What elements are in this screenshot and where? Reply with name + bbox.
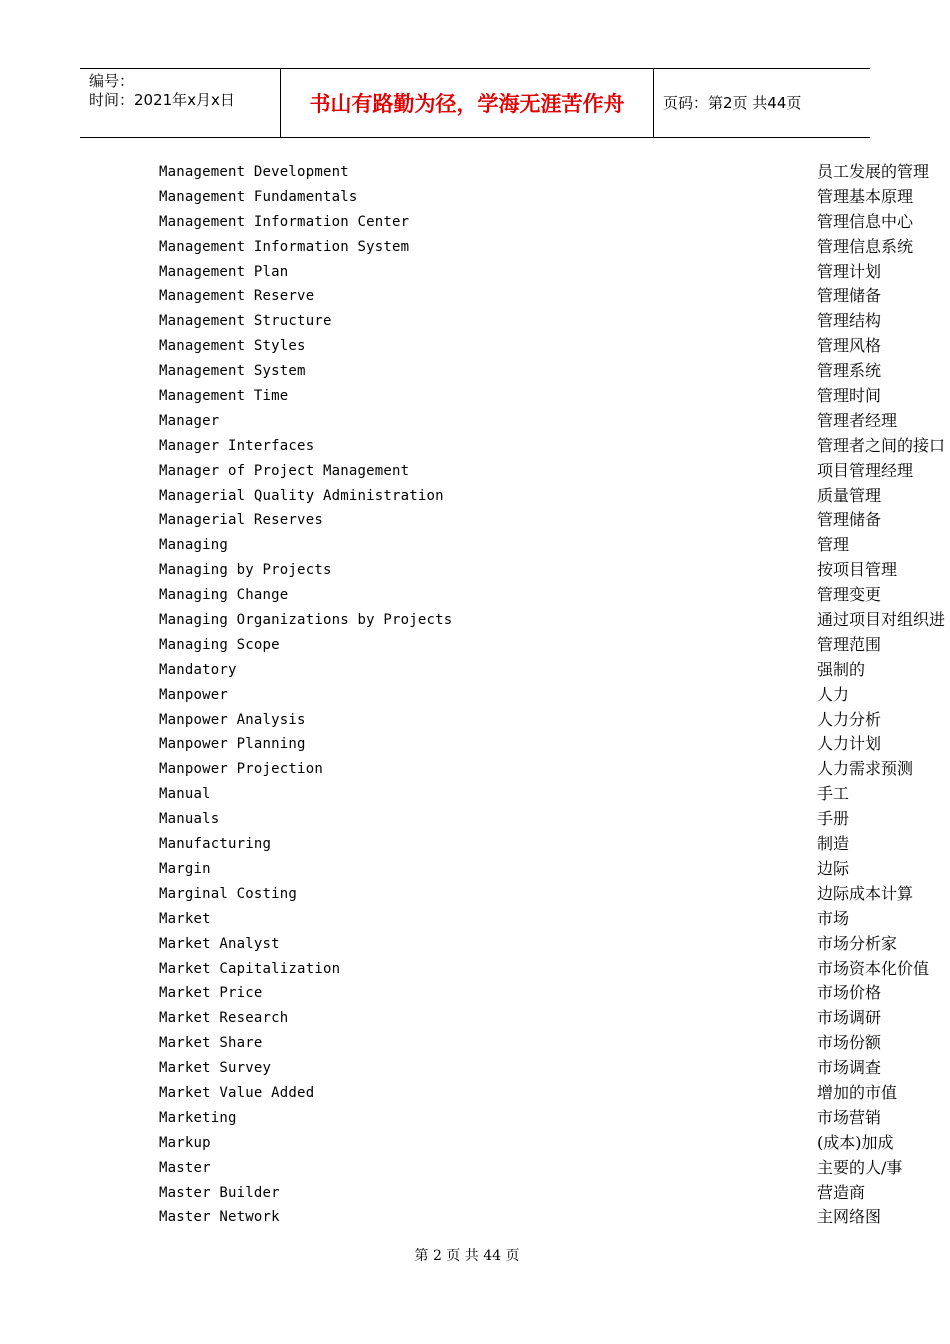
glossary-term-chinese: 市场调研 [817, 1008, 882, 1028]
glossary-entry [0, 1181, 950, 1206]
glossary-term-chinese: 管理时间 [817, 386, 882, 406]
glossary-term-chinese: 管理系统 [817, 361, 882, 381]
glossary-term-chinese: (成本)加成 [817, 1132, 894, 1152]
glossary-term-english: Management System [159, 363, 306, 380]
glossary-term-chinese: 管理储备 [817, 510, 882, 530]
glossary-term-english: Marginal Costing [159, 885, 298, 902]
glossary-term-english: Margin [159, 860, 211, 877]
glossary-entry [0, 1156, 950, 1181]
glossary-term-chinese: 增加的市值 [817, 1082, 898, 1102]
glossary-term-chinese: 边际成本计算 [817, 883, 914, 903]
glossary-entry [0, 807, 950, 832]
glossary-term-english: Manpower Analysis [159, 711, 306, 728]
glossary-entry [0, 1106, 950, 1131]
glossary-entry [0, 359, 950, 384]
header-meta-cell [80, 69, 281, 137]
glossary-entry [0, 284, 950, 309]
glossary-term-chinese: 通过项目对组织进 [817, 610, 946, 630]
glossary-entry [0, 459, 950, 484]
glossary-term-chinese: 管理 [817, 535, 850, 555]
glossary-term-english: Management Development [159, 164, 349, 180]
glossary-term-english: Manual [159, 786, 211, 803]
glossary-entry [0, 608, 950, 633]
glossary-entry [0, 1006, 950, 1031]
glossary-term-chinese: 市场营销 [817, 1107, 882, 1127]
glossary-entry [0, 508, 950, 533]
glossary-term-english: Market Value Added [159, 1084, 315, 1101]
glossary-term-chinese: 按项目管理 [817, 560, 898, 580]
glossary-term-chinese: 管理基本原理 [817, 186, 914, 206]
glossary-entry [0, 708, 950, 733]
glossary-term-chinese: 手工 [817, 784, 850, 804]
glossary-term-chinese: 制造 [817, 834, 850, 854]
glossary-term-english: Managing by Projects [159, 562, 332, 579]
glossary-entry [0, 334, 950, 359]
page-header [80, 68, 870, 138]
glossary-entry [0, 981, 950, 1006]
glossary-term-english: Managing Organizations by Projects [159, 612, 453, 629]
glossary-term-chinese: 管理者经理 [817, 410, 898, 430]
glossary-term-english: Management Information Center [159, 213, 410, 230]
glossary-term-chinese: 人力计划 [817, 734, 882, 754]
glossary-term-english: Manufacturing [159, 836, 272, 853]
glossary-term-chinese: 管理结构 [817, 311, 882, 331]
header-page-number: 页码：第2页 共44页 [663, 94, 802, 112]
glossary-entry [0, 757, 950, 782]
glossary-term-english: Manager [159, 412, 220, 429]
glossary-term-english: Manpower [159, 686, 229, 703]
glossary-term-english: Market Share [159, 1035, 263, 1052]
glossary-term-chinese: 质量管理 [817, 485, 882, 505]
document-number-label: 编号： [89, 72, 135, 90]
glossary-entry [0, 1081, 950, 1106]
glossary-term-chinese: 管理风格 [817, 336, 882, 356]
glossary-term-chinese: 营造商 [817, 1182, 866, 1202]
glossary-list [0, 160, 950, 1230]
footer-page-number: 第 2 页 共 44 页 [414, 1248, 520, 1264]
glossary-entry [0, 1131, 950, 1156]
glossary-term-chinese: 手册 [817, 809, 850, 829]
glossary-term-english: Managerial Quality Administration [159, 487, 444, 504]
glossary-entry [0, 185, 950, 210]
glossary-term-chinese: 管理储备 [817, 286, 882, 306]
glossary-term-english: Management Time [159, 388, 289, 405]
glossary-term-chinese: 市场份额 [817, 1033, 882, 1053]
glossary-entry [0, 932, 950, 957]
glossary-entry [0, 832, 950, 857]
glossary-entry [0, 907, 950, 932]
glossary-entry [0, 235, 950, 260]
glossary-entry [0, 160, 950, 185]
header-motto: 书山有路勤为径，学海无涯苦作舟 [309, 92, 625, 116]
glossary-entry [0, 533, 950, 558]
glossary-entry [0, 309, 950, 334]
glossary-term-chinese: 市场 [817, 908, 850, 928]
glossary-term-english: Marketing [159, 1109, 237, 1126]
glossary-term-english: Markup [159, 1134, 211, 1151]
glossary-term-english: Master Builder [159, 1184, 280, 1201]
glossary-entry [0, 732, 950, 757]
glossary-term-english: Management Structure [159, 313, 332, 330]
glossary-entry [0, 210, 950, 235]
glossary-term-english: Managing Change [159, 587, 289, 604]
glossary-term-english: Master [159, 1159, 211, 1176]
glossary-entry [0, 633, 950, 658]
glossary-term-chinese: 管理者之间的接口 [817, 435, 946, 455]
glossary-entry [0, 857, 950, 882]
glossary-entry [0, 1056, 950, 1081]
glossary-term-english: Mandatory [159, 661, 237, 678]
glossary-term-english: Managerial Reserves [159, 512, 323, 529]
glossary-term-english: Manuals [159, 811, 220, 828]
glossary-term-chinese: 市场调查 [817, 1058, 882, 1078]
glossary-term-english: Master Network [159, 1209, 280, 1226]
glossary-term-chinese: 强制的 [817, 659, 866, 679]
glossary-entry [0, 782, 950, 807]
glossary-term-chinese: 管理计划 [817, 261, 882, 281]
glossary-term-chinese: 人力 [817, 684, 850, 704]
glossary-term-chinese: 项目管理经理 [817, 460, 914, 480]
glossary-term-chinese: 管理变更 [817, 585, 882, 605]
glossary-term-english: Manpower Planning [159, 736, 306, 753]
glossary-term-english: Managing Scope [159, 636, 280, 653]
glossary-entry [0, 957, 950, 982]
glossary-entry [0, 484, 950, 509]
glossary-term-english: Management Plan [159, 263, 289, 280]
glossary-entry [0, 882, 950, 907]
glossary-term-english: Managing [159, 537, 229, 554]
glossary-term-chinese: 管理信息中心 [817, 211, 914, 231]
glossary-term-chinese: 员工发展的管理 [817, 162, 930, 181]
glossary-entry [0, 658, 950, 683]
glossary-term-chinese: 管理信息系统 [817, 236, 914, 256]
document-date-label: 时间：2021年x月x日 [89, 91, 235, 109]
glossary-entry [0, 260, 950, 285]
glossary-term-chinese: 人力需求预测 [817, 759, 914, 779]
glossary-term-chinese: 主要的人/事 [817, 1157, 903, 1177]
glossary-term-chinese: 市场资本化价值 [817, 958, 930, 978]
glossary-term-chinese: 管理范围 [817, 634, 882, 654]
glossary-term-english: Manager of Project Management [159, 462, 410, 479]
glossary-term-chinese: 市场价格 [817, 983, 882, 1003]
glossary-term-english: Market [159, 910, 211, 927]
glossary-term-english: Management Styles [159, 338, 306, 355]
glossary-entry [0, 558, 950, 583]
glossary-entry [0, 384, 950, 409]
glossary-term-chinese: 主网络图 [817, 1207, 882, 1227]
glossary-entry [0, 434, 950, 459]
glossary-term-english: Market Price [159, 985, 263, 1002]
glossary-entry [0, 683, 950, 708]
glossary-term-english: Market Research [159, 1010, 289, 1027]
page-footer [0, 1246, 950, 1266]
header-motto-cell [281, 69, 654, 137]
header-page-cell [654, 69, 870, 137]
glossary-term-english: Management Fundamentals [159, 188, 358, 205]
glossary-entry [0, 1205, 950, 1230]
glossary-term-chinese: 边际 [817, 858, 850, 878]
glossary-term-english: Management Reserve [159, 288, 315, 305]
glossary-term-chinese: 人力分析 [817, 709, 882, 729]
glossary-entry [0, 1031, 950, 1056]
glossary-term-english: Manpower Projection [159, 761, 323, 778]
glossary-term-english: Market Survey [159, 1060, 272, 1077]
glossary-term-english: Market Analyst [159, 935, 280, 952]
glossary-term-english: Market Capitalization [159, 960, 341, 977]
glossary-entry [0, 409, 950, 434]
glossary-entry [0, 583, 950, 608]
glossary-term-chinese: 市场分析家 [817, 933, 898, 953]
glossary-term-english: Manager Interfaces [159, 437, 315, 454]
glossary-term-english: Management Information System [159, 238, 410, 255]
